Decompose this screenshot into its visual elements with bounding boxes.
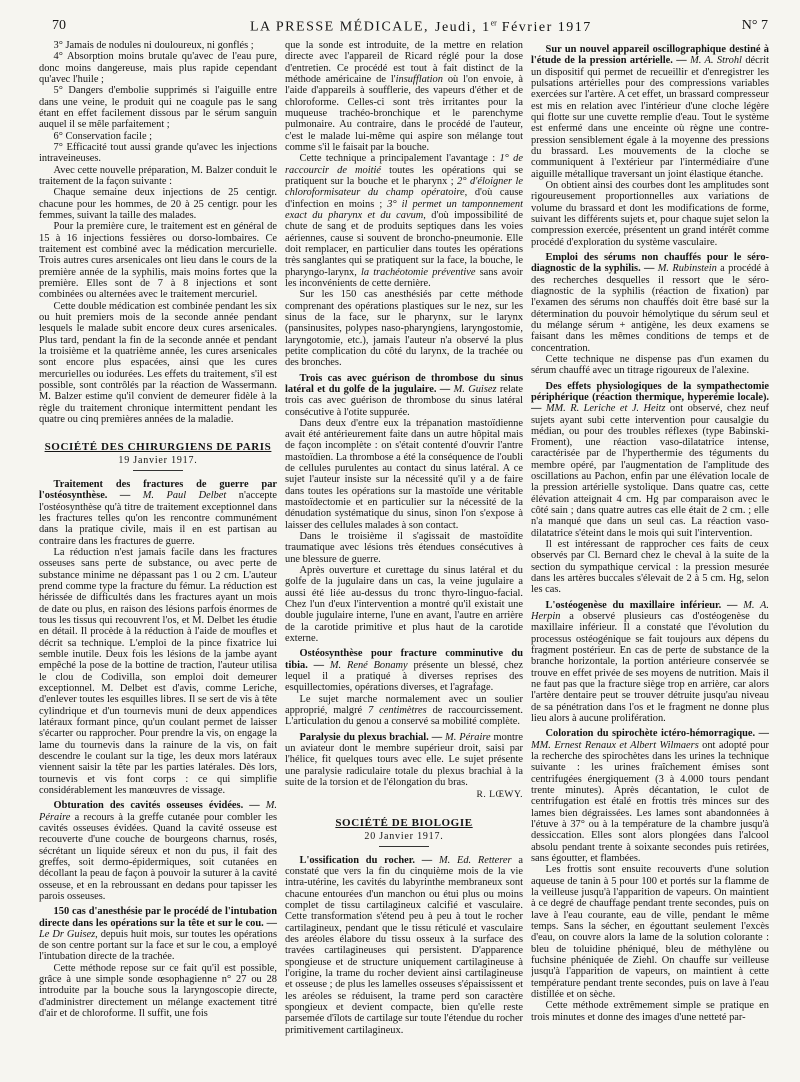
article-title: Trois cas avec guérison de thrombose du sinus latéral et du golfe de la jugulaire. — — [285, 372, 523, 395]
paragraph-text: n'accepte l'ostéosynthèse qu'à titre de traitement exceptionnel dans les fractures telles qu'on les rencontre communément dans la pratique civile, mais il en est partisan au contraire dans les fractures de guerre. — [39, 490, 277, 547]
emphasis-text: la trachéotomie préventive — [361, 266, 476, 278]
paragraph-text: Pour la première cure, le traitement est en général de 15 à 16 injections fessières ou dorso-lombaires. Ce traitement est combiné avec la médication mercurielle. Trois autres cures arsenicales ont lieu dans le cours de la première année de la syphilis, mais moins fortes que la première. Elles sont de 7 à 8 injections et sont combinées ou alternées avec le traitement mercuriel. — [39, 221, 277, 301]
paragraph-text: Cette méthode extrêmement simple se pratique en trois minutes et donne des images d'une netteté par- — [531, 1000, 769, 1023]
emphasis-text: 1° de raccourcir de moitié — [285, 153, 523, 176]
paragraph-text: que la sonde est introduite, de la mettre en relation directe avec l'appareil de Ricard réglé pour la dose d'entretien. Ce procédé est tout à fait distinct de la méthode américaine de l' — [285, 40, 523, 85]
body-paragraph — [39, 221, 277, 300]
author-name: Le Dr Guisez — [39, 928, 96, 940]
paragraph-text: Le sujet marche normalement avec un soulier approprié, malgré — [285, 693, 523, 717]
body-paragraph — [39, 142, 277, 165]
article-title: Traitement des fractures de guerre par l'ostéosynthèse. — — [39, 479, 277, 502]
body-paragraph — [39, 165, 277, 188]
body-paragraph — [39, 51, 277, 85]
paragraph-text: Les frottis sont ensuite recouverts d'une solution aqueuse de tanin à 5 pour 100 et portés sur la flamme de la veilleuse jusqu'à l'apparition de vapeurs. On maintient à ce degré de chauffage pendant trente secondes, puis on lave à l'eau courante, eau de ville, pendant le même temps. Sans la sécher, en égouttant seulement l'excès d'eau, on couvre alors la lame de la solution colorante : bleu de toluidine phéniqué, bleu de méthylène ou fuchsine phéniquée de Ziehl. On chauffe sur veilleuse jusqu'à l'apparition de vapeurs, on maintient à cette température pendant trente secondes, puis on lave à l'eau distillée et on sèche. — [531, 864, 769, 1000]
paragraph-text: 7° Efficacité tout aussi grande qu'avec les injections intraveineuses. — [39, 141, 277, 165]
paragraph-text: Cette double médication est combinée pendant les six ou huit premiers mois de la seconde année pendant lesquels le malade subit encore deux cures arsenicales. Plus tard, pendant la fin de la seconde année et pendant la troisième et la quatrième année, les cures arsenicales sont encore plus espacées, ainsi que les cures mercurielles ou iodurées. Les effets du traitement, s'il est possible, sont contrôlés par la réaction de Wassermann. M. Balzer estime qu'il convient de demeurer fidèle à la règle du traitement chronique intermittent pendant les quatre ou cinq premières années de la maladie. — [39, 300, 277, 425]
issue-date-month-year: Février 1917 — [496, 19, 592, 35]
article-paragraph — [285, 732, 523, 789]
paragraph-text: a procédé à des recherches desquelles il ressort que le séro-diagnostic de la syphilis (réaction de fixation) par l'examen des sérums non chauffés doit être basé sur la détermination du pouvoir hémolytique du sérum seul et du mélange sérum + antigène, les deux examens se faisant dans les mêmes conditions de temps et de concentration. — [531, 263, 769, 354]
paragraph-text: ont adopté pour la recherche des spirochètes dans les urines la technique suivante : les urines fraîchement émises sont centrifugées énergiquement (3 à 4.000 tours pendant trente minutes). Après décantation, le culot de centrifugation est étalé en frottis très minces sur des lames bien dégraissées. Les lames sont abandonnées à l'étuve à 37° ou à la température de la chambre jusqu'à dessiccation. Elles sont alors plongées dans l'alcool absolu pendant trente à soixante secondes puis retirées, sans égoutter, et flambées. — [531, 739, 769, 864]
society-heading: SOCIÉTÉ DES CHIRURGIENS DE PARIS — [44, 441, 272, 454]
article-title: Obturation des cavités osseuses évidées. — — [53, 800, 260, 812]
session-date: 19 Janvier 1917. — [39, 456, 277, 471]
article-paragraph — [39, 906, 277, 963]
article-title: Des effets physiologiques de la sympathectomie périphérique (réaction thermique, hyperémie locale). — — [531, 380, 769, 415]
paragraph-text: Il est intéressant de rapprocher ces faits de ceux observés par Cl. Bernard chez le cheval à la suite de la section du sympathique cervical : la pression mesurée dans les artères buccales s'élevait de 2 à 5 cm. Hg, selon les cas. — [531, 539, 769, 596]
body-paragraph — [531, 539, 769, 596]
article-paragraph — [531, 600, 769, 725]
article-paragraph — [285, 648, 523, 693]
body-paragraph — [39, 131, 277, 142]
body-paragraph — [39, 301, 277, 426]
body-paragraph — [531, 180, 769, 248]
author-name: M. Ed. Retterer — [438, 854, 512, 866]
author-name: M. Péraire — [39, 800, 277, 823]
paragraph-text: On obtient ainsi des courbes dont les amplitudes sont rigoureusement proportionnelles aux variations de volume du brassard et dont les modifications de forme, suivant les différents sujets et, pour chaque sujet selon la compression exercée, présentent un grand intérêt comme procédé d'exploration du système vasculaire. — [531, 179, 769, 248]
body-paragraph — [285, 531, 523, 565]
author-name: M. Guisez — [453, 383, 497, 395]
body-paragraph — [39, 547, 277, 796]
paragraph-text: 3° Jamais de nodules ni douloureux, ni gonflés ; — [53, 40, 254, 51]
body-paragraph — [285, 694, 523, 728]
paragraph-text: Cette méthode repose sur ce fait qu'il est possible, grâce à une simple sonde œsophagienne n° 27 ou 28 introduite par la bouche sous la laryngoscopie directe, d'administrer directement un mélange exactement titré d'air et de chloroforme. Il suffit, une fois — [39, 962, 277, 1020]
paragraph-text: Cette technique ne dispense pas d'un examen du sérum chauffé avec un titrage rigoureux de l'alexine. — [531, 353, 769, 377]
article-paragraph — [285, 373, 523, 418]
paragraph-text: décrit un dispositif qui permet de recueillir et d'enregistrer les pulsations artérielles pour des compressions variables exercées sur l'artère. A cet effet, un brassard compresseur est mis en relation avec l'intérieur d'une cloche légère qui flotte sur une cuvette remplie d'eau. Tout le système est enfermé dans une enceinte où règne une contre-pression sensiblement égale à la moyenne des pressions du brassard. Les mouvements de la cloche se communiquent à l'extérieur par l'intermédiaire d'une aiguille métallique traversant un joint élastique étanche. — [531, 55, 769, 180]
article-paragraph — [531, 728, 769, 864]
paragraph-text: ont observé, chez neuf sujets ayant subi cette intervention pour causalgie du médian, ou pour des troubles réflexes (type Babinski-Froment), une réaction vaso-dilatatrice intense, caractérisée par de l'hyperthermie des téguments du membre opéré, par l'augmentation de l'amplitude des oscillations au Pachon, enfin par une élévation locale de la pression artérielle systolique. Dans quatre cas, cette élévation atteignait 4 cm. Hg par comparaison avec le côté sain ; dans quatre autres cas elle était de 2 cm. ; elle n'a manqué que dans un seul cas. La réaction vaso-dilatatrice s'éteint dans le mois qui suit l'intervention. — [531, 403, 769, 539]
paragraph-text: , depuis huit mois, sur toutes les opérations de son centre portant sur la face et sur le cou, a employé l'intubation directe de la trachée. — [39, 928, 277, 963]
article-title: L'ossification du rocher. — — [299, 854, 433, 866]
author-name: MM. Ernest Renaux et Albert Wilmaers — [531, 739, 699, 751]
body-paragraph — [39, 40, 277, 51]
journal-title: LA PRESSE MÉDICALE, — [250, 19, 430, 35]
issue-date-ordinal: er — [490, 18, 497, 27]
article-paragraph — [531, 252, 769, 354]
author-name: M. A. Herpin — [531, 599, 769, 623]
emphasis-text: insufflation — [395, 73, 443, 85]
article-title: 150 cas d'anesthésie par le procédé de l'intubation directe dans les opérations sur la tête et sur le cou. — — [39, 906, 277, 929]
signature: R. LŒWY. — [476, 789, 523, 801]
emphasis-text: 7 centimètres — [368, 705, 427, 717]
paragraph-text: toutes les opérations qui se pratiquent sur la bouche et le pharynx ; — [285, 164, 523, 187]
paragraph-text: Cette technique a principalement l'avantage : — [299, 153, 500, 165]
body-paragraph — [285, 289, 523, 368]
page-number: 70 — [52, 18, 66, 33]
body-paragraph — [531, 354, 769, 377]
body-paragraph — [531, 1000, 769, 1023]
article-paragraph — [39, 479, 277, 547]
article-title: Ostéosynthèse pour fracture comminutive du tibia. — — [285, 648, 523, 671]
paragraph-text: Avec cette nouvelle préparation, M. Balzer conduit le traitement de la façon suivante : — [39, 164, 277, 187]
emphasis-text: 2° d'éloigner le chloroformisateur du champ opératoire — [285, 175, 523, 199]
author-name: M. Rubinstein — [657, 263, 717, 275]
paragraph-text: Sur les 150 cas anesthésiés par cette méthode comprenant des opérations plastiques sur le nez, sur les sinus de la face, sur le pharynx, sur le larynx (pansinusites, polypes naso-pharyngiens, laryngostomie, laryngotomie, etc.), jamais l'auteur n'a observé la plus petite complication du côté du larynx, de la trachée ou des bronches. — [285, 289, 523, 369]
article-title: Paralysie du plexus brachial. — — [299, 731, 443, 743]
article-paragraph — [285, 855, 523, 1036]
body-paragraph — [285, 40, 523, 153]
body-paragraph — [39, 187, 277, 221]
paragraph-text: de raccourcissement. L'articulation du genou a conservé sa mobilité complète. — [285, 705, 523, 728]
article-title: Sur un nouvel appareil oscillographique destiné à l'étude de la pression artérielle. — — [531, 44, 769, 67]
paragraph-text: où l'on envoie, à l'aide d'appareils à soufflerie, des vapeurs d'éther et de chloroforme. Celles-ci sont très irritantes pour la muqueuse trachéo-bronchique et le parenchyme pulmonaire. Au contraire, dans le procédé de l'auteur, c'est le malade lui-même qui aspire son mélange tout comme s'il le faisait par la bouche. — [285, 73, 523, 153]
article-title: L'ostéogenèse du maxillaire inférieur. — — [545, 599, 738, 611]
issue-number: N° 7 — [741, 18, 768, 33]
left-column — [39, 40, 277, 1076]
body-paragraph — [285, 153, 523, 289]
paragraph-text: , d'où cause d'infection en moins ; — [285, 187, 523, 210]
article-title: Emploi des sérums non chauffés pour le séro-diagnostic de la syphilis. — — [531, 251, 769, 275]
body-paragraph — [285, 418, 523, 531]
article-title: Coloration du spirochète ictéro-hémorragique. — — [545, 728, 769, 740]
paragraph-text: Chaque semaine deux injections de 25 centigr. chacune pour les hommes, de 20 à 25 centigr. pour les femmes, suivant la taille des malades. — [39, 187, 277, 221]
emphasis-text: 3° il permet un tamponnement exact du pharynx et du cavum — [285, 198, 523, 221]
author-name: M. René Bonamy — [329, 659, 408, 671]
paragraph-text: présente un blessé, chez lequel il a pratiqué à diverses reprises des esquillectomies, opérations diverses, et l'agrafage. — [285, 659, 523, 694]
paragraph-text: La réduction n'est jamais facile dans les fractures osseuses sans perte de substance, ou avec perte de substance minime ne dépassant pas 1 ou 2 cm. L'auteur prend comme type la fracture du fémur. La réduction est hérissée de difficultés dans les fractures ayant un mois de date ou plus, en raison des lésions parfois énormes de tous les tissus qui recouvrent l'os, et M. Delbet les étudie en détail. Il procède à la réduction à l'aide de moufles et décrit sa technique. L'emploi de la pince fixatrice lui semble inutile. Deux fois les lésions de la jambe ayant empêché la pose de la bottine de traction, l'auteur utilisa le clou de Codivilla, son emploi doit demeurer exceptionnel. M. Delbet est d'avis, comme Leriche, d'enlever toutes les esquilles libres. Il se sert de vis à tête cylindrique et d'un tournevis muni de deux appendices latéraux formant pince, qu'un coulant permet de laisser s'écarter ou rapprocher. Pour prendre la vis, on engage la lame du tournevis dans la rainure de la vis, on fait descendre le coulant sur la tige, les deux mors latéraux viennent saisir la tête par les parties latérales. Dès lors, tournevis et vis font corps : ce qui simplifie considérablement les manœuvres de vissage. — [39, 547, 277, 796]
author-name: M. A. Strohl — [690, 55, 742, 67]
paragraph-text: Dans le troisième il s'agissait de mastoïdite traumatique avec lésions très étendues consécutives à une blessure de guerre. — [285, 531, 523, 565]
article-paragraph — [39, 800, 277, 902]
body-paragraph — [285, 565, 523, 644]
author-name: M. Péraire — [445, 731, 491, 743]
author-name: MM. R. Leriche et J. Heitz — [545, 403, 666, 415]
body-paragraph — [531, 864, 769, 1000]
author-name: M. Paul Delbet — [142, 490, 227, 502]
paragraph-text: 6° Conservation facile ; — [53, 130, 153, 142]
issue-date — [435, 20, 592, 35]
middle-column — [285, 40, 523, 1076]
paragraph-text: a observé plusieurs cas d'ostéogenèse du maxillaire inférieur. Il a constaté que l'évolution du processus ostéogénique se fait toujours aux dépens du fragment postérieur. En cas de perte de substance de la branche horizontale, la portion antérieure conservée se trouve en effet privée de ses moyens de nutrition. Mais il ne faut pas que la fracture siège trop en arrière, car alors l'artère dentaire peut se trouver détruite jusqu'au niveau de sa pénétration dans l'os et le fragment ne donne plus lieu alors à aucune prolifération. — [531, 611, 769, 725]
article-paragraph — [531, 381, 769, 540]
paragraph-text: a constaté que vers la fin du cinquième mois de la vie intra-utérine, les cavités du labyrinthe membraneux sont chacune entourées d'un manchon ou étui plus ou moins complet de tissu cartilagineux calcifié et vasculaire. Cette transformation s'étend peu à peu à tout le rocher cartilagineux, pendant que le tissu réticulé et vasculaire des aréoles élabore du tissu osseux à la surface des travées cartilagineuses qui persistent. D'apparence spongieuse et de structure uniquement cartilagineuse à l'origine, la trame du rocher devient ainsi cartilagineuse et osseuse ; de plus les lamelles osseuses s'épaississent et les aréoles se réduisent, la trame perd son caractère spongieux et devient compacte, bien qu'elle reste parsemée d'îlots de cartilage sur toute l'étendue du rocher primitivement cartilagineux. — [285, 854, 523, 1036]
paragraph-text: montre un aviateur dont le membre supérieur droit, saisi par l'hélice, fit quelques tours avec elle. Le sujet présente une paralysie radiculaire totale du plexus brachial à la suite de la torsion et de l'élongation du bras. — [285, 731, 523, 788]
issue-date-day: Jeudi, 1 — [435, 19, 491, 35]
journal-masthead — [250, 18, 592, 36]
paragraph-text: relate trois cas avec guérison de thrombose du sinus latéral consécutive à l'otite suppurée. — [285, 383, 523, 418]
paragraph-text: Après ouverture et curettage du sinus latéral et du golfe de la jugulaire dans un cas, la veine jugulaire a aussi été liée au-dessus du tronc thyro-linguo-facial. Chez l'un d'eux l'intervention a montré qu'il existait une double jugulaire interne, l'une en avant, l'autre en arrière de la carotide primitive et plus haut de la carotide externe. — [285, 565, 523, 645]
paragraph-text: 4° Absorption moins brutale qu'avec de l'eau pure, donc moins dangereuse, mais plus rapide cependant qu'avec l'huile ; — [39, 51, 277, 85]
right-column — [531, 40, 769, 1076]
body-paragraph — [39, 963, 277, 1020]
paragraph-text: a recours à la greffe cutanée pour combler les cavités osseuses évidées. Quand la cavité osseuse est recouverte d'une couche de bourgeons charnus, rosés, sécrétant un liquide séreux et non du pus, il fait des greffes, soit dermo-épidermiques, soit cutanées en décollant la peau de façon à pouvoir la suturer à la cavité osseuse, et en la rebroussant en dedans pour tapisser les parois osseuses. — [39, 811, 277, 902]
paragraph-text: Dans deux d'entre eux la trépanation mastoïdienne avait été antérieurement faite dans un autre hôpital mais de façon incomplète : on s'était contenté d'ouvrir l'antre mastoïdien. La thrombose a été la conséquence de l'oubli de cellules purulentes au contact du sinus latéral. A ce sujet l'auteur insiste sur la nécessité qu'il y a de faire dans toutes les opérations sur la mastoïde une véritable mastoïdectomie et en particulier sur la nécessité de la dénudation systématique du sinus, sinon l'on s'expose à laisser des cellules malades à son contact. — [285, 417, 523, 531]
page-header — [0, 18, 800, 38]
paragraph-text: 5° Dangers d'embolie supprimés si l'aiguille entre dans une veine, le produit qui ne coagule pas le sang étant en effet facilement dissous par le sérum sanguin auquel il se mêle parfaitement ; — [39, 85, 277, 131]
session-date: 20 Janvier 1917. — [285, 832, 523, 847]
society-heading: SOCIÉTÉ DE BIOLOGIE — [335, 816, 473, 829]
body-paragraph — [39, 85, 277, 130]
paragraph-text: sans avoir les inconvénients de cette dernière. — [285, 266, 523, 289]
paragraph-text: , d'où impossibilité de chute de sang et de produits septiques dans les voies aériennes, cause si souvent de broncho-pneumonie. Elle doit remplacer, en particulier dans toutes les opérations très sanglantes qui se pratiquent sur la face, la bouche, le pharyngo-larynx, — [285, 209, 523, 278]
article-paragraph — [531, 44, 769, 180]
